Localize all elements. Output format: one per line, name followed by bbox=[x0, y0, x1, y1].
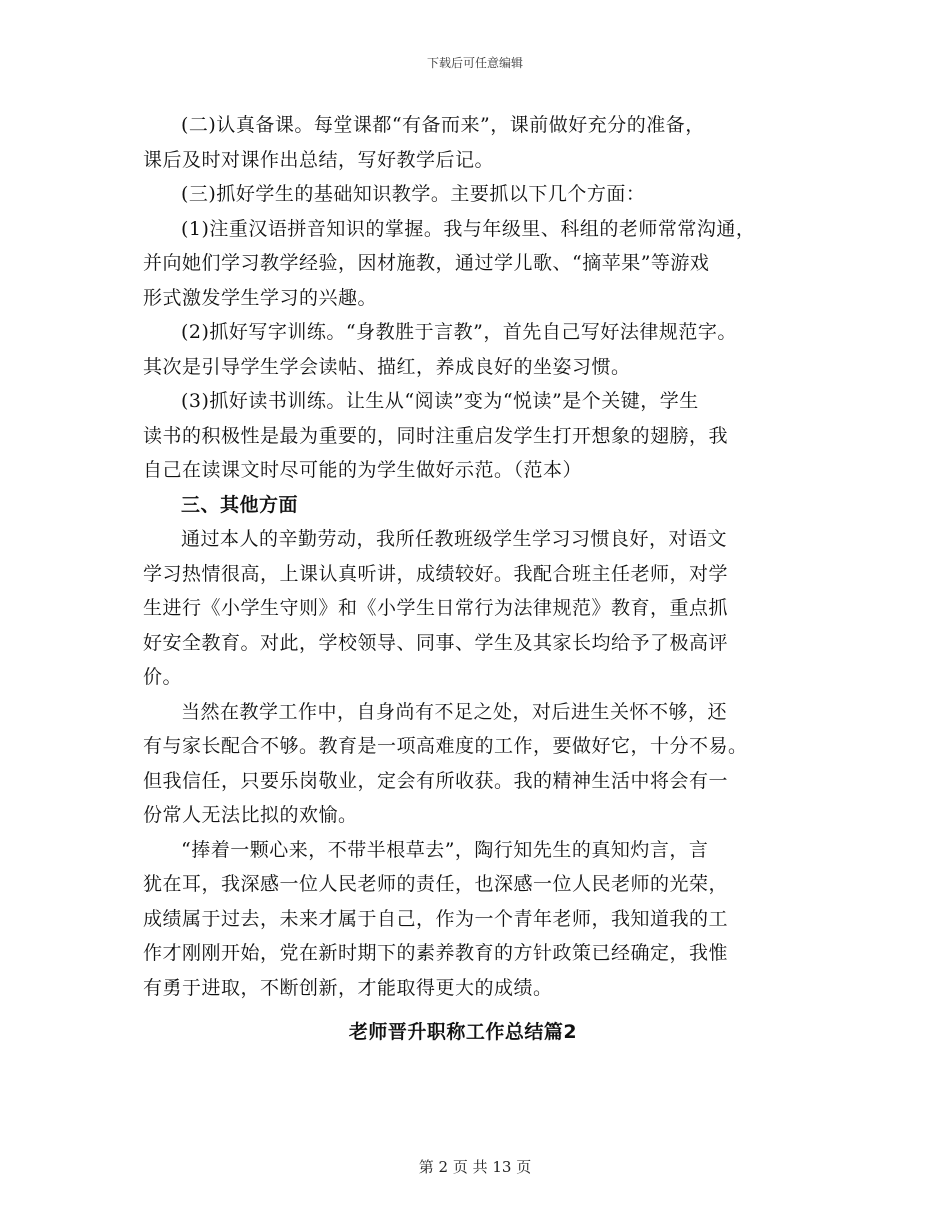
text-line: (二)认真备课。每堂课都“有备而来”，课前做好充分的准备， bbox=[181, 114, 705, 136]
text-line: 有勇于进取，不断创新，才能取得更大的成绩。 bbox=[143, 976, 553, 999]
paragraph-pinyin bbox=[143, 212, 823, 316]
section-heading: 三、其他方面 bbox=[181, 493, 299, 516]
paragraph-writing bbox=[143, 315, 823, 384]
text-line: 成绩属于过去，未来才属于自己，作为一个青年老师，我知道我的工 bbox=[143, 907, 729, 930]
text-line: 价。 bbox=[143, 666, 183, 688]
text-line: 份常人无法比拟的欢愉。 bbox=[143, 804, 358, 826]
article-title: 老师晋升职称工作总结篇2 bbox=[348, 1021, 578, 1043]
text-line: 自己在读课文时尽可能的为学生做好示范。（范本） bbox=[143, 459, 583, 481]
paragraph-basic-knowledge bbox=[143, 177, 823, 212]
text-line: 并向她们学习教学经验，因材施教，通过学儿歌、“摘苹果”等游戏 bbox=[143, 252, 710, 274]
text-line: “捧着一颗心来，不带半根草去”，陶行知先生的真知灼言，言 bbox=[181, 838, 709, 861]
text-line: 生进行《小学生守则》和《小学生日常行为法律规范》教育，重点抓 bbox=[143, 597, 729, 619]
text-line: 课后及时对课作出总结，写好教学后记。 bbox=[143, 148, 495, 171]
text-line: (1)注重汉语拼音知识的掌握。我与年级里、科组的老师常常沟通， bbox=[181, 217, 756, 240]
text-line: (2)抓好写字训练。“身教胜于言教”，首先自己写好法律规范字。 bbox=[181, 321, 737, 343]
paragraph-reading bbox=[143, 384, 823, 488]
paragraph-prep-lessons bbox=[143, 108, 823, 177]
text-line: 当然在教学工作中，自身尚有不足之处，对后进生关怀不够，还 bbox=[181, 700, 728, 723]
document-body bbox=[143, 108, 823, 1050]
text-line: 读书的积极性是最为重要的，同时注重启发学生打开想象的翅膀，我 bbox=[143, 424, 729, 447]
text-line: 好安全教育。对此，学校领导、同事、学生及其家长均给予了极高评 bbox=[143, 631, 729, 654]
paragraph-other-aspects bbox=[143, 522, 823, 695]
page-header: 下载后可任意编辑 bbox=[426, 56, 523, 70]
text-line: 形式激发学生学习的兴趣。 bbox=[143, 286, 378, 309]
text-line: 作才刚刚开始，党在新时期下的素养教育的方针政策已经确定，我惟 bbox=[143, 942, 729, 964]
text-line: 但我信任，只要乐岗敬业，定会有所收获。我的精神生活中将会有一 bbox=[143, 769, 729, 792]
text-line: 通过本人的辛勤劳动，我所任教班级学生学习习惯良好，对语文 bbox=[181, 528, 728, 550]
paragraph-shortcomings bbox=[143, 695, 823, 833]
page-footer: 第 2 页 共 13 页 bbox=[418, 1158, 532, 1176]
text-line: 其次是引导学生学会读帖、描红，养成良好的坐姿习惯。 bbox=[143, 355, 631, 378]
text-line: 犹在耳，我深感一位人民老师的责任，也深感一位人民老师的光荣， bbox=[143, 873, 729, 895]
text-line: (三)抓好学生的基础知识教学。主要抓以下几个方面： bbox=[181, 183, 646, 205]
text-line: 有与家长配合不够。教育是一项高难度的工作，要做好它，十分不易。 bbox=[143, 735, 748, 757]
text-line: (3)抓好读书训练。让生从“阅读”变为“悦读”是个关键，学生 bbox=[181, 390, 699, 412]
paragraph-conclusion bbox=[143, 833, 823, 1006]
text-line: 学习热情很高，上课认真听讲，成绩较好。我配合班主任老师，对学 bbox=[143, 562, 729, 585]
